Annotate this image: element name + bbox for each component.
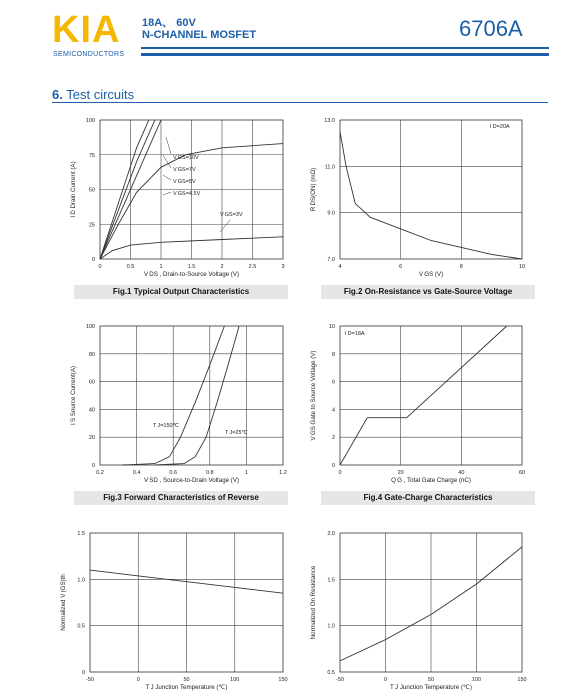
annotation-pointer xyxy=(163,192,171,195)
y-tick-label: 1.0 xyxy=(327,623,335,630)
chart-normalized-on-resistance xyxy=(305,525,545,695)
section-title: Test circuits xyxy=(66,87,135,102)
annotation-label: T J=150℃ xyxy=(153,423,179,429)
chart-normalized-threshold xyxy=(55,525,295,695)
x-tick-label: 0 xyxy=(383,677,388,683)
y-tick-label: 2.0 xyxy=(327,531,335,537)
chart-forward-characteristics xyxy=(55,318,295,488)
y-axis-label: R DS(ON) (mΩ) xyxy=(310,167,317,212)
plot-frame xyxy=(100,326,283,465)
x-tick-label: 50 xyxy=(427,677,435,683)
y-axis-label: Normalized V (GS)th xyxy=(60,574,67,631)
x-tick-label: 0.5 xyxy=(126,264,135,270)
y-tick-label: 0.5 xyxy=(77,623,85,630)
y-tick-label: 10 xyxy=(328,324,335,330)
x-tick-label: 1 xyxy=(159,264,163,270)
annotation-label: I D=20A xyxy=(490,124,510,130)
annotation-label: I D=18A xyxy=(345,331,365,337)
header-divider-thick xyxy=(141,53,549,56)
y-tick-label: 25 xyxy=(88,222,95,229)
annotation-pointer xyxy=(166,137,171,154)
y-tick-label: 75 xyxy=(88,152,95,159)
x-tick-label: 100 xyxy=(471,677,482,683)
annotation-pointer xyxy=(220,220,230,232)
y-tick-label: 4 xyxy=(331,407,335,414)
x-axis-label: V GS (V) xyxy=(418,271,444,278)
y-tick-label: 2 xyxy=(331,435,335,442)
y-tick-label: 100 xyxy=(85,324,95,330)
y-tick-label: 0 xyxy=(331,463,335,469)
y-tick-label: 9.0 xyxy=(327,210,335,217)
x-tick-label: 0 xyxy=(338,470,342,476)
annotation-label: V GS=3V xyxy=(220,212,243,218)
x-tick-label: 2 xyxy=(220,264,224,270)
x-tick-label: 0.2 xyxy=(96,470,104,476)
y-tick-label: 50 xyxy=(88,187,95,194)
header-divider-thin xyxy=(141,47,549,49)
y-tick-label: 1.0 xyxy=(77,577,85,584)
y-tick-label: 80 xyxy=(88,351,95,358)
caption-fig3: Fig.3 Forward Characteristics of Reverse xyxy=(74,491,288,505)
x-tick-label: 1 xyxy=(244,470,248,476)
spec-type: N-CHANNEL MOSFET xyxy=(142,29,257,41)
y-axis-label: Normalized On Resistance xyxy=(310,565,317,640)
annotation-label: V GS=4.5V xyxy=(173,191,201,197)
x-tick-label: 3 xyxy=(281,264,285,270)
y-tick-label: 1.5 xyxy=(77,531,85,537)
y-tick-label: 7.0 xyxy=(327,257,335,263)
y-tick-label: 1.5 xyxy=(327,577,335,584)
x-axis-label: V SD , Source-to-Drain Voltage (V) xyxy=(143,477,240,484)
x-tick-label: 0.4 xyxy=(132,470,141,476)
y-tick-label: 6 xyxy=(331,379,335,386)
x-tick-label: 20 xyxy=(397,470,404,476)
x-tick-label: 0.8 xyxy=(205,470,214,476)
x-tick-label: 150 xyxy=(517,677,527,683)
logo-subtitle: SEMICONDUCTORS xyxy=(53,51,125,58)
y-axis-label: I S Source Current(A) xyxy=(70,365,77,426)
series-line xyxy=(340,132,522,259)
y-tick-label: 0.5 xyxy=(327,670,335,676)
x-tick-label: 6 xyxy=(399,264,403,270)
kia-logo: KIA xyxy=(52,9,121,51)
series-line xyxy=(155,326,239,465)
y-axis-label: I D Drain Current (A) xyxy=(70,161,77,218)
y-tick-label: 13.0 xyxy=(324,118,335,124)
plot-frame xyxy=(340,120,522,259)
x-axis-label: V DS , Drain-to-Source Voltage (V) xyxy=(143,271,240,278)
x-tick-label: 0.6 xyxy=(169,470,178,476)
x-axis-label: Q G , Total Gate Charge (nC) xyxy=(391,477,471,484)
x-tick-label: 150 xyxy=(278,677,288,683)
x-axis-label: T J Junction Temperature (℃) xyxy=(145,684,228,691)
y-tick-label: 0 xyxy=(91,463,95,469)
annotation-label: T J=25℃ xyxy=(225,430,248,436)
caption-fig1: Fig.1 Typical Output Characteristics xyxy=(74,285,288,299)
annotation-label: V GS=5V xyxy=(173,179,196,185)
chart-on-resistance xyxy=(305,112,545,282)
caption-fig2: Fig.2 On-Resistance vs Gate-Source Voltage xyxy=(321,285,535,299)
part-number: 6706A xyxy=(459,16,523,41)
y-tick-label: 0 xyxy=(81,670,85,676)
y-tick-label: 11.0 xyxy=(324,164,335,171)
x-tick-label: 1.5 xyxy=(187,264,196,270)
chart-output-characteristics xyxy=(55,112,295,282)
x-tick-label: 100 xyxy=(230,677,240,683)
spec-rating: 18A、 60V xyxy=(142,17,196,29)
annotation-label: V GS=7V xyxy=(173,167,196,173)
caption-fig4: Fig.4 Gate-Charge Characteristics xyxy=(321,491,535,505)
y-axis-label: V GS Gate to Source Voltage (V) xyxy=(310,350,317,441)
x-tick-label: 10 xyxy=(518,264,526,270)
annotation-label: V GS=10V xyxy=(173,155,199,161)
y-tick-label: 0 xyxy=(91,257,95,263)
x-tick-label: 4 xyxy=(338,264,342,270)
chart-gate-charge xyxy=(305,318,545,488)
x-tick-label: 8 xyxy=(459,264,463,270)
section-heading xyxy=(52,87,134,102)
x-tick-label: 60 xyxy=(518,470,526,476)
x-tick-label: -50 xyxy=(336,677,344,683)
x-tick-label: 0 xyxy=(98,264,102,270)
y-tick-label: 20 xyxy=(88,435,95,442)
x-axis-label: T J Junction Temperature (℃) xyxy=(389,684,473,691)
y-tick-label: 100 xyxy=(85,118,95,124)
annotation-pointer xyxy=(163,175,171,180)
y-tick-label: 60 xyxy=(88,379,95,386)
y-tick-label: 40 xyxy=(88,407,95,414)
x-tick-label: 1.2 xyxy=(279,470,287,476)
series-line xyxy=(340,326,507,465)
y-tick-label: 8 xyxy=(331,351,335,358)
section-divider xyxy=(52,102,548,103)
x-tick-label: -50 xyxy=(86,677,94,683)
x-tick-label: 50 xyxy=(183,677,190,683)
x-tick-label: 40 xyxy=(458,470,465,476)
x-tick-label: 0 xyxy=(136,677,140,683)
x-tick-label: 2.5 xyxy=(248,264,257,270)
section-number: 6. xyxy=(52,87,63,102)
